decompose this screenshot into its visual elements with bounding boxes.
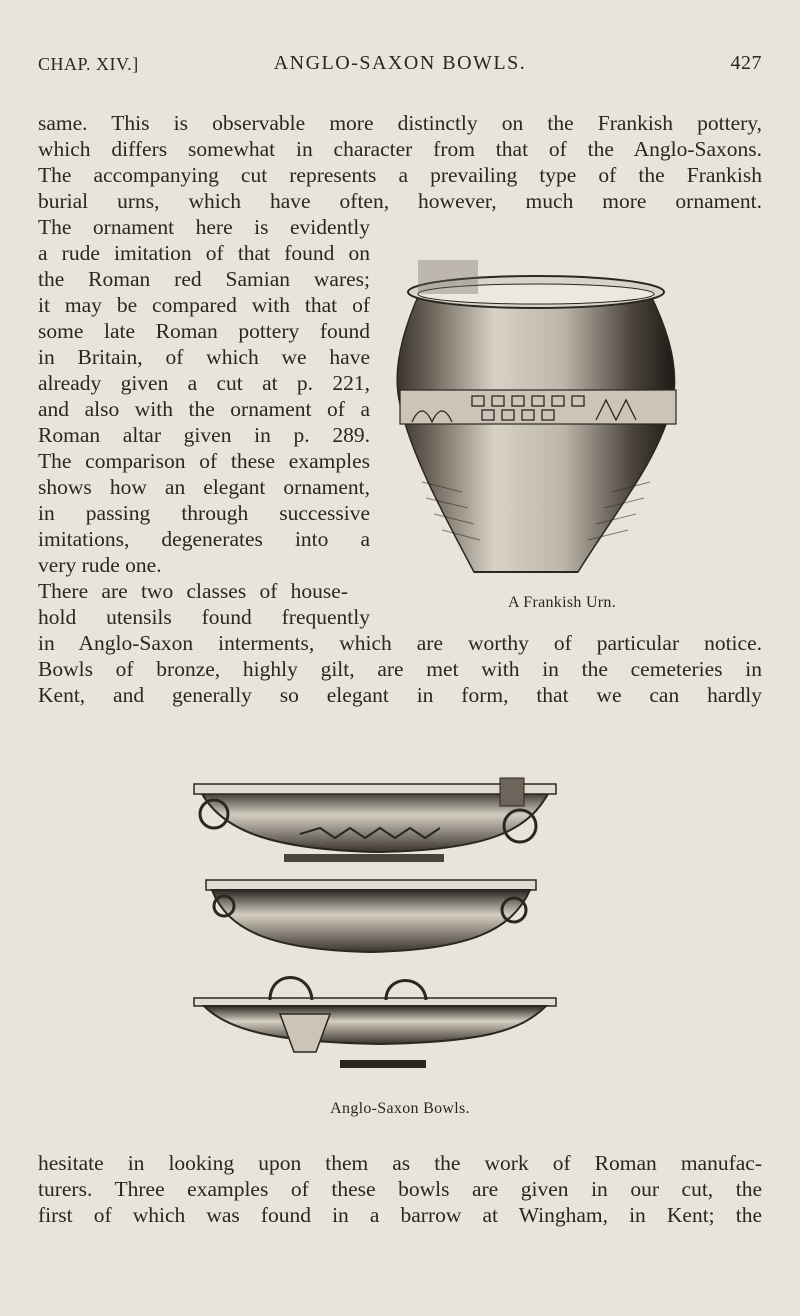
text-line: in passing through successive <box>38 501 370 525</box>
text-line: hold utensils found frequently <box>38 605 370 629</box>
text-line: The ornament here is evidently <box>38 215 370 239</box>
chapter-label: CHAP. XIV.] <box>38 54 139 74</box>
urn-caption: A Frankish Urn. <box>507 594 617 611</box>
text-line: very rude one. <box>38 553 162 577</box>
text-line: imitations, degenerates into a <box>38 527 370 551</box>
running-head <box>38 52 762 80</box>
bowls-caption: Anglo-Saxon Bowls. <box>330 1100 470 1117</box>
page-number: 427 <box>730 52 762 74</box>
text-line: burial urns, which have often, however, much more ornament. <box>38 189 762 213</box>
text-line: hesitate in looking upon them as the work of Roman manufac- <box>38 1151 762 1175</box>
text-line: first of which was found in a barrow at Wingham, in Kent; the <box>38 1203 762 1227</box>
text-line: some late Roman pottery found <box>38 319 370 343</box>
bowl-three <box>194 978 556 1069</box>
text-line: turers. Three examples of these bowls are given in our cut, the <box>38 1177 762 1201</box>
bowl-two <box>206 880 536 952</box>
text-line: in Anglo-Saxon interments, which are worthy of particular notice. <box>38 631 762 655</box>
bowl-one <box>194 778 556 862</box>
text-line: and also with the ornament of a <box>38 397 370 421</box>
text-line: shows how an elegant ornament, <box>38 475 370 499</box>
text-line: The accompanying cut represents a prevailing type of the Frankish <box>38 163 762 187</box>
text-line: same. This is observable more distinctly on the Frankish pottery, <box>38 111 762 135</box>
text-line: the Roman red Samian wares; <box>38 267 370 291</box>
text-line: Bowls of bronze, highly gilt, are met with in the cemeteries in <box>38 657 762 681</box>
text-line: Kent, and generally so elegant in form, that we can hardly <box>38 683 762 707</box>
frankish-urn-illustration <box>382 252 698 616</box>
anglo-saxon-bowls-illustration <box>190 770 570 1088</box>
text-line: which differs somewhat in character from that of the Anglo-Saxons. <box>38 137 762 161</box>
text-line: Roman altar given in p. 289. <box>38 423 370 447</box>
text-line: The comparison of these examples <box>38 449 370 473</box>
page-title: ANGLO-SAXON BOWLS. <box>273 52 527 74</box>
text-line: a rude imitation of that found on <box>38 241 370 265</box>
text-line: There are two classes of house- <box>38 579 348 603</box>
text-line: in Britain, of which we have <box>38 345 370 369</box>
text-line: already given a cut at p. 221, <box>38 371 370 395</box>
text-line: it may be compared with that of <box>38 293 370 317</box>
